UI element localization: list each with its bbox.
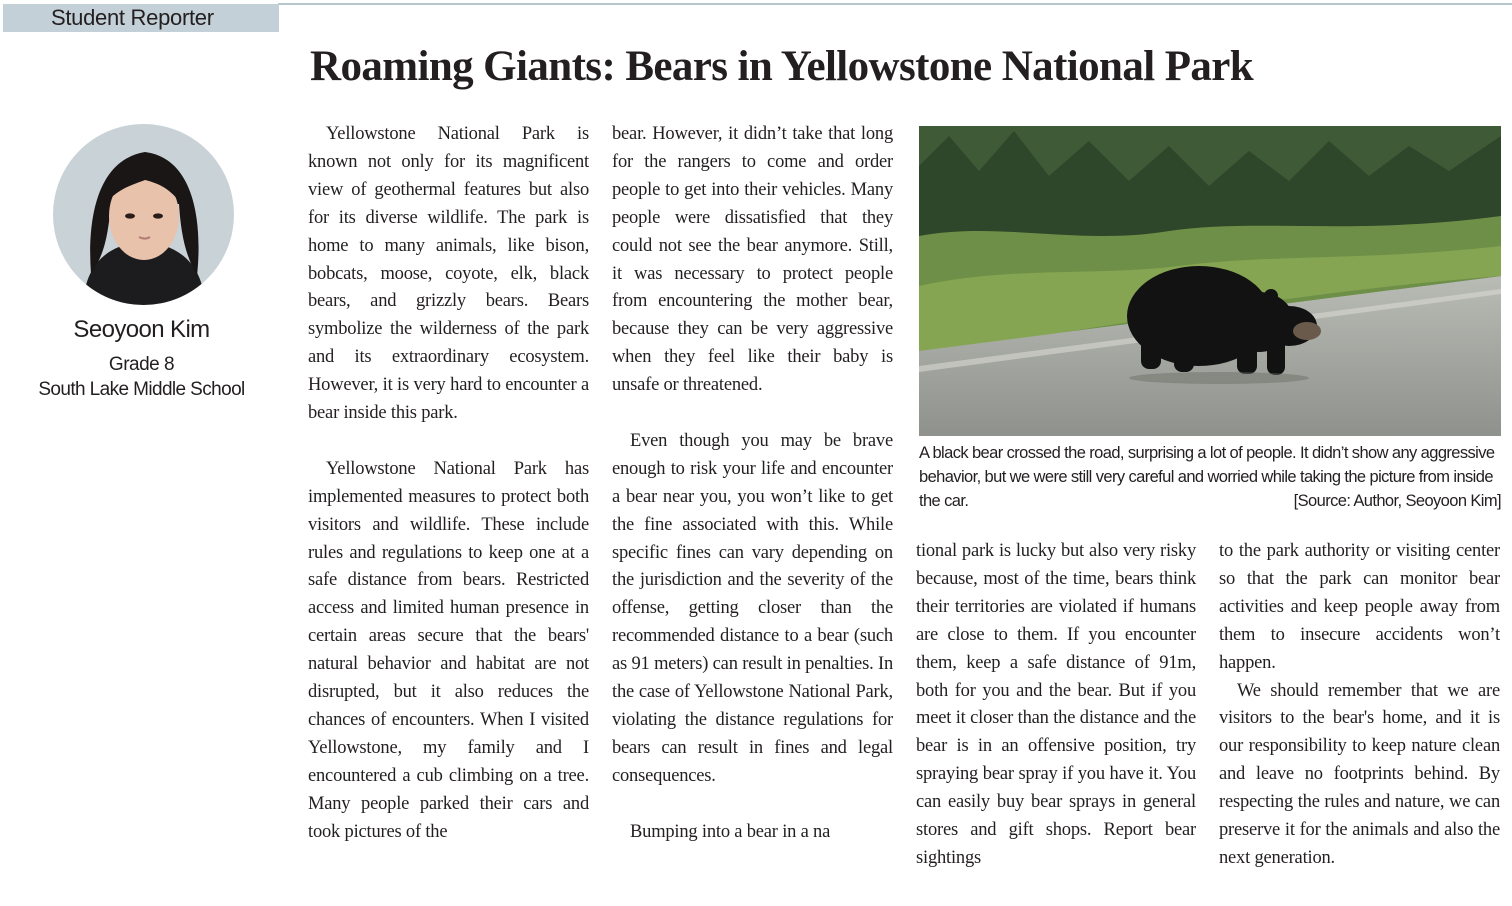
paragraph: tional park is lucky but also very risky because, most of the time, bears think their territories are violated if humans are close to them. If you encounter them, keep a safe distance of 91m, both for you and the bear. But if you meet it closer than the distance and the bear is in an offensive position, try spraying bear spray if you have it. You can easily buy bear sprays in general stores and gift shops. Report bear sightings [916, 541, 1196, 868]
author-photo [53, 124, 234, 305]
bear-photo [919, 126, 1501, 436]
author-grade: Grade 8 [108, 354, 175, 375]
article-column-4 [1219, 538, 1500, 873]
paragraph: We should remember that we are visitors to the bear's home, and it is our responsibility to keep nature clean and leave no footprints behind. By respecting the rules and nature, we can preserve it for the animals and also the next generation. [1219, 680, 1500, 868]
article-column-1 [308, 121, 589, 847]
photo-caption [919, 442, 1501, 513]
article-column-2 [612, 121, 893, 847]
section-label: Student Reporter [3, 4, 279, 32]
paragraph: bear. However, it didn’t take that long for the rangers to come and order people to get into their vehicles. Many people were dissatisfied that they could not see the bear anymore. Still, it was necessary to protect people from encountering the mother bear, because they can be very aggressive when they feel like their baby is unsafe or threatened. [612, 124, 893, 396]
caption-source: [Source: Author, Seoyoon Kim] [1293, 491, 1501, 510]
author-school: South Lake Middle School [38, 379, 245, 400]
headline: Roaming Giants: Bears in Yellowstone National Park [310, 43, 1254, 90]
author-name: Seoyoon Kim [73, 316, 210, 343]
paragraph: Yellowstone National Park is known not only for its magnificent view of geothermal features but also for its diverse wildlife. The park is home to many animals, like bison, bobcats, moose, coyote, elk, black bears, and grizzly bears. Bears symbolize the wilderness of the park and its extraordinary ecosystem. However, it is very hard to encounter a bear inside this park. [308, 124, 589, 424]
caption-text: A black bear crossed the road, surprising a lot of people. It didn’t show any aggressive behavior, but we were still very careful and worried while taking the picture from inside the car. [919, 444, 1495, 510]
top-rule [278, 3, 1512, 5]
paragraph: Bumping into a bear in a na [630, 821, 831, 842]
paragraph: Yellowstone National Park has implemented measures to protect both visitors and wildlife. These include rules and regulations to keep one at a safe distance from bears. Restricted access and limited human presence in certain areas secure that the bears' natural behavior and habitat are not disrupted, but it also reduces the chances of encounters. When I visited Yellowstone, my family and I encountered a cub climbing on a tree. Many people parked their cars and took pictures of the [308, 458, 589, 842]
paragraph: to the park authority or visiting center so that the park can monitor bear activities and keep people away from them to insecure accidents won’t happen. [1219, 541, 1500, 673]
article-column-3 [916, 538, 1196, 873]
paragraph: Even though you may be brave enough to risk your life and encounter a bear near you, you won’t like to get the fine associated with this. While specific fines can vary depending on the jurisdiction and the severity of the offense, getting closer than the recommended distance to a bear (such as 91 meters) can result in penalties. In the case of Yellowstone National Park, violating the distance regulations for bears can result in fines and legal consequences. [612, 430, 893, 786]
